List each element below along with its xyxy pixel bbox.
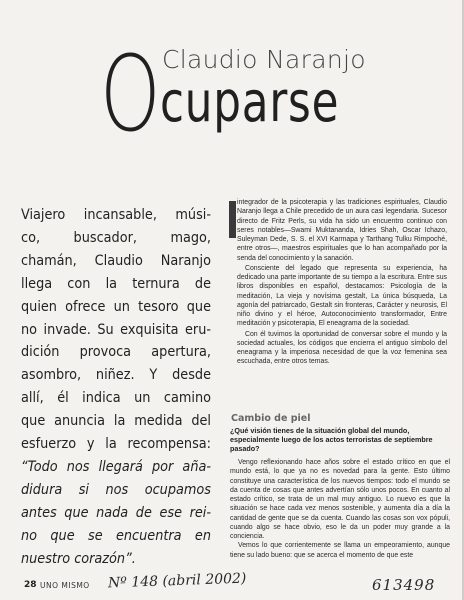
- intro-line: allí, él indica un camino: [21, 390, 211, 407]
- intro-line: Viajero incansable, músi-: [21, 207, 211, 223]
- intro-line: co, buscador, mago,: [21, 229, 211, 246]
- intro-line: esfuerzo y la recompensa:: [21, 436, 211, 453]
- intro-quote-line: antes que nada de ese rei-: [21, 504, 211, 521]
- intro-line: dición provoca apertura,: [21, 344, 211, 361]
- accent-bar: [229, 201, 236, 238]
- section-heading: Cambio de piel: [231, 413, 311, 424]
- interview-question: ¿Qué visión tienes de la situación global del mundo, especialmente luego de los actos terroristas de septiembre pasado?: [230, 426, 433, 453]
- answer-paragraph: Vemos lo que corrientemente se llama un empeoramiento, aunque tiene su lado bueno: que se acerca el momento de que este: [230, 542, 450, 559]
- interview-answer: [230, 458, 450, 560]
- body-paragraph: Consciente del legado que representa su experiencia, ha dedicado una parte importante de su tiempo a la escritura. Entre sus libros disponibles en español, destacamos: Psicología de la meditación, La vieja y novísima gestalt, La única búsqueda, La agonía del patriarcado, Gestalt sin fronteras, Carácter y neurosis, El niño divino y el héroe, Autoconocimiento transformador, Entre meditación y psicoterapia, El eneagrama de la sociedad.: [237, 264, 447, 328]
- handwritten-issue-note: Nº 148 (abril 2002): [107, 570, 247, 592]
- intro-text: [21, 204, 211, 571]
- intro-line: que anuncia la medida del: [21, 413, 211, 430]
- intro-quote-line: nuestro corazón”.: [21, 550, 136, 567]
- intro-line: llega con la ternura de: [21, 275, 211, 292]
- magazine-name: UNO MISMO: [40, 581, 90, 590]
- answer-paragraph: Vengo reflexionando hace años sobre el estado crítico en que el mundo está, lo que ya no es novedad para la gente. Esto último constituye una característica de los nuevos tiempos: todo el mundo se da cuenta de cosas que antes advertían sólo unos pocos. En cuanto al estado crítico, se trata de un mal muy antiguo. Lo nuevo es que la situación se hace cada vez menos sostenible, y aumenta día a día la cantidad de gente que se da cuenta. Cuando las cosas son vox pópuli, cuando algo se hace obvio, eso le da un poder muy grande a la conciencia.: [230, 459, 450, 540]
- intro-line: chamán, Claudio Naranjo: [21, 252, 211, 269]
- intro-line: no invade. Su exquisita eru-: [21, 321, 211, 338]
- intro-quote-line: “Todo nos llegará por aña-: [21, 458, 211, 475]
- body-paragraph: Con él tuvimos la oportunidad de conversar sobre el mundo y la sociedad actuales, los códigos que encierra el antiguo símbolo del eneagrama y la imperiosa necesidad de que la voz femenina sea escuchada, entre otros temas.: [237, 330, 447, 366]
- page-number: 28: [24, 580, 37, 590]
- title-initial: O: [100, 33, 161, 155]
- body-paragraph: integrador de la psicoterapia y las tradiciones espirituales, Claudio Naranjo llega a Chile precedido de un aura casi legendaria. Sucesor directo de Fritz Perls, su vida ha sido un encuentro continuo con seres notables—Swami Muktananda, Idries Shah, Oscar Ichazo, Suleyman Dede, S. S. el XVI Karmapa y Tarthang Tulku Rimpoché, entre otros—, maestros espirituales que lo han acompañado por la senda del conocimiento y la sanación.: [237, 199, 447, 262]
- intro-line: quien ofrece un tesoro que: [21, 298, 211, 315]
- intro-quote-line: didura si nos ocupamos: [21, 481, 211, 498]
- intro-line: asombro, niñez. Y desde: [21, 367, 211, 384]
- intro-quote-line: no que se encuentra en: [21, 527, 211, 544]
- author-name: Claudio Naranjo: [162, 45, 366, 74]
- handwritten-catalog-code: 613498: [372, 576, 436, 594]
- body-column: [237, 198, 447, 367]
- article-title: cuparse: [160, 70, 340, 135]
